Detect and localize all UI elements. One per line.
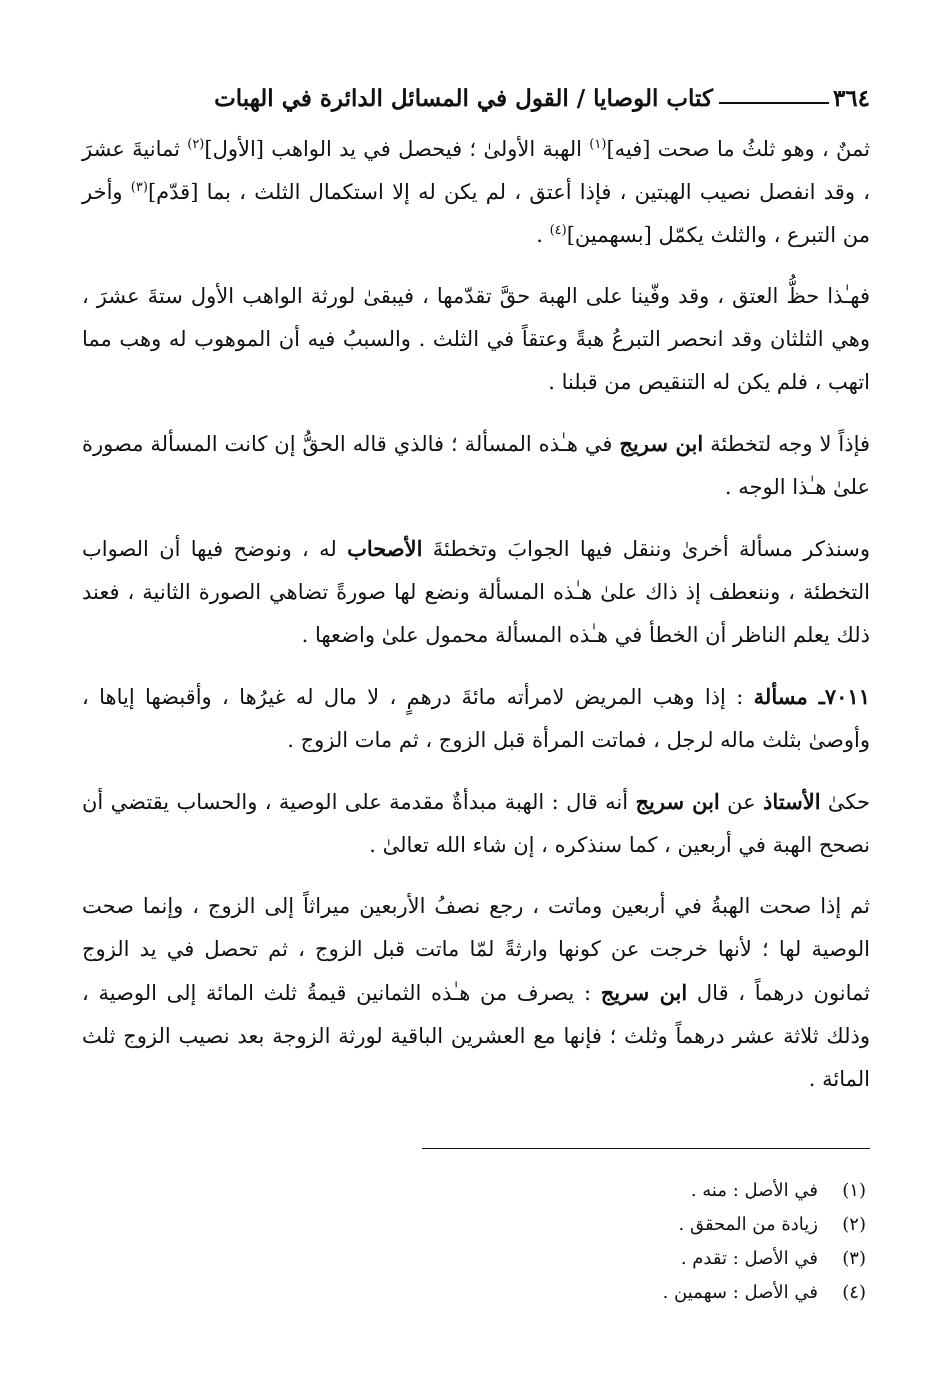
bold-term: الأصحاب — [347, 536, 423, 561]
footnote-text: في الأصل : سهمين . — [662, 1282, 818, 1303]
paragraph — [82, 128, 870, 257]
text-run: فهـٰذا حظُّ العتق ، وقد وفّينا على الهبة حقَّ تقدّمها ، فيبقىٰ لورثة الواهب الأول ستةَ عشرَ ، وهي الثلثان وقد انحصر التبرعُ هبةً وعتقاً في الثلث . والسببُ فيه أن الموهوب له وهب مما اتهب ، فلم يكن له التنقيص من قبلنا . — [82, 284, 870, 394]
footnote-ref: (٣) — [130, 180, 148, 195]
text-run: له ، ونوضح فيها أن الصواب التخطئة ، وننعطف إذ ذاك علىٰ هـٰذه المسألة ونضع لها صورةً تضاهي الصورة الثانية ، فعند ذلك يعلم الناظر أن الخطأ في هـٰذه المسألة محمول علىٰ واضعها . — [82, 537, 870, 647]
text-run: فإذاً لا وجه لتخطئة — [703, 432, 871, 456]
footnote — [420, 1208, 866, 1242]
bold-term: ابن سريج — [635, 789, 720, 814]
footnote-ref: (١) — [589, 137, 607, 152]
text-run: ثمنٌ ، وهو ثلثُ ما صحت [فيه] — [606, 137, 870, 161]
running-title: كتاب الوصايا / القول في المسائل الدائرة في الهبات — [214, 84, 713, 112]
text-run: أنه قال : الهبة مبدأةٌ مقدمة على الوصية ، والحساب يقتضي أن نصحح الهبة في أربعين ، كما سنذكره ، إن شاء الله تعالىٰ . — [82, 790, 870, 857]
footnote — [420, 1242, 866, 1276]
footnote-number: (٢) — [842, 1214, 866, 1235]
paragraph — [82, 780, 870, 867]
footnote-number: (٤) — [842, 1282, 866, 1303]
text-run: ثم إذا صحت الهبةُ في أربعين وماتت ، رجع نصفُ الأربعين ميراثاً إلى الزوج ، وإنما صحت الوصية لها ؛ لأنها خرجت عن كونها وارثةً لمّا ماتت قبل الزوج ، ثم تحصل في يد الزوج ثمانون درهماً ، قال — [82, 894, 870, 1005]
bold-term: ابن سريج — [600, 980, 688, 1005]
footnote-text: زيادة من المحقق . — [678, 1214, 818, 1235]
footnote — [420, 1276, 866, 1310]
text-run: حكىٰ — [820, 790, 870, 814]
footnote-ref: (٢) — [187, 137, 205, 152]
paragraph — [82, 275, 870, 404]
footnote-separator — [422, 1148, 870, 1149]
text-run: الهبة الأولىٰ ؛ فيحصل في يد الواهب [الأول] — [204, 137, 590, 161]
text-run: ثمانيةَ عشرَ ، وقد انفصل نصيب الهبتين ، فإذا أعتق ، لم يكن له إلا استكمال الثلث ، بما [قدّم] — [82, 137, 870, 204]
text-run: : يصرف من هـٰذه الثمانين قيمةُ ثلث المائة إلى الوصية ، وذلك ثلاثة عشر درهماً وثلث ؛ فإنها مع العشرين الباقية لورثة الزوجة بعد نصيب الزوج ثلث المائة . — [82, 981, 870, 1091]
text-run: . — [536, 223, 550, 247]
footnote — [420, 1174, 866, 1208]
text-run: وسنذكر مسألة أخرىٰ وننقل فيها الجوابَ وتخطئةَ — [422, 537, 870, 561]
paragraph — [82, 422, 870, 509]
bold-term: الأستاذ — [763, 789, 821, 814]
bold-term: ابن سريج — [619, 431, 704, 456]
text-run: عن — [719, 790, 764, 814]
footnotes — [420, 1174, 866, 1310]
paragraph — [82, 527, 870, 657]
footnote-number: (٣) — [842, 1248, 866, 1269]
text-run: وأخر من التبرع ، والثلث يكمّل [بسهمين] — [82, 180, 870, 247]
footnote-text: في الأصل : منه . — [690, 1180, 818, 1201]
footnote-text: في الأصل : تقدم . — [680, 1248, 818, 1269]
header-rule — [719, 102, 829, 104]
text-run: : إذا وهب المريض لامرأته مائةَ درهمٍ ، لا مال له غيرُها ، وأقبضها إياها ، وأوصىٰ بثلث ماله لرجل ، فماتت المرأة قبل الزوج ، ثم مات الزوج . — [82, 685, 870, 752]
page-number: ٣٦٤ — [832, 84, 870, 112]
paragraph — [82, 675, 870, 762]
text-run: في هـٰذه المسألة ؛ فالذي قاله الحقُّ إن كانت المسألة مصورة علىٰ هـٰذا الوجه . — [82, 432, 870, 499]
page-header — [82, 78, 870, 118]
footnote-ref: (٤) — [549, 223, 567, 238]
paragraph — [82, 885, 870, 1101]
footnote-number: (١) — [842, 1180, 866, 1201]
bold-term: ٧٠١١ـ مسألة — [753, 684, 870, 709]
main-text — [82, 128, 870, 1119]
